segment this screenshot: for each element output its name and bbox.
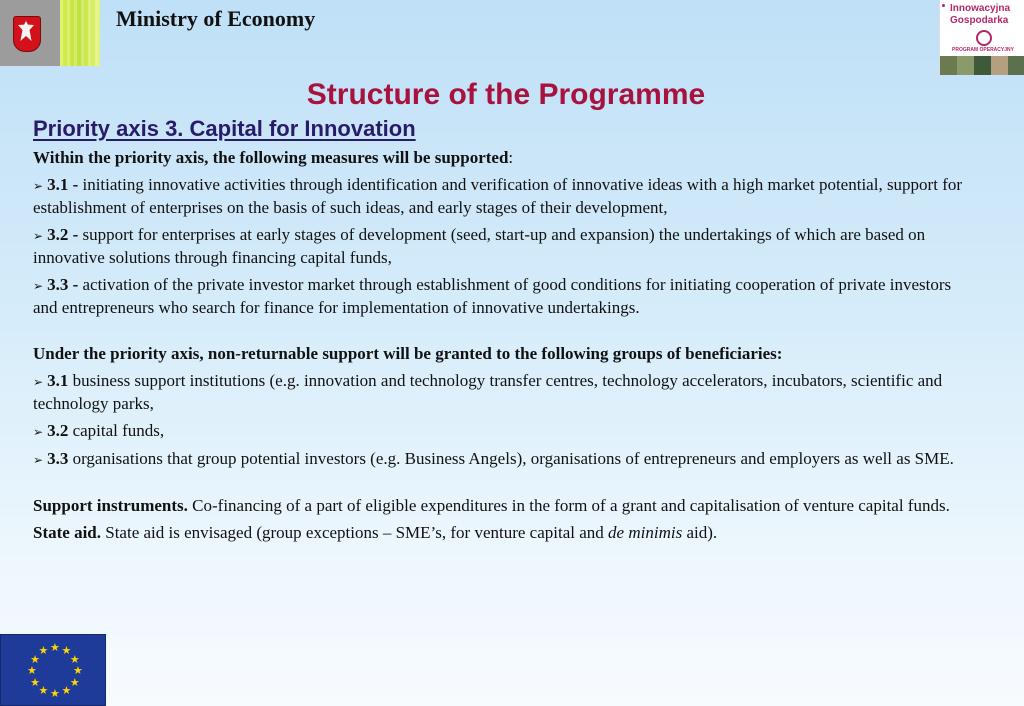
slide-content	[33, 147, 978, 549]
header-strip	[0, 0, 100, 66]
eu-flag-icon	[0, 634, 106, 706]
eu-star-icon: ★	[61, 684, 72, 697]
logo-symbol-icon	[976, 30, 992, 46]
slide-subtitle: Priority axis 3. Capital for Innovation	[33, 116, 416, 141]
measure-item: ➢ 3.1 - initiating innovative activities through identification and verification of innovative ideas with a high market potential, support for establishment of enterprises on the basis of such ideas, and early stages of their development,	[33, 175, 963, 217]
eu-star-icon: ★	[61, 645, 72, 658]
eu-star-icon: ★	[69, 653, 80, 666]
eu-star-icon: ★	[38, 645, 49, 658]
bullet-arrow-icon: ➢	[33, 279, 44, 293]
eu-star-icon: ★	[38, 684, 49, 697]
bullet-arrow-icon: ➢	[33, 179, 44, 193]
eu-star-icon: ★	[50, 642, 60, 654]
support-instruments: Support instruments. Co-financing of a part of eligible expenditures in the form of a grant and capitalisation of venture capital funds.	[33, 496, 950, 515]
intro-line: Within the priority axis, the following measures will be supported:	[33, 148, 514, 167]
measure-item: ➢ 3.2 - support for enterprises at early stages of development (seed, start-up and expansion) the undertakings of which are based on innovative solutions through financing capital funds,	[33, 225, 926, 267]
state-aid: State aid. State aid is envisaged (group exceptions – SME’s, for venture capital and de minimis aid).	[33, 523, 718, 542]
slide-title: Structure of the Programme	[306, 78, 706, 111]
beneficiary-item: ➢ 3.2 capital funds,	[33, 421, 165, 440]
beneficiaries-heading: Under the priority axis, non-returnable support will be granted to the following groups of beneficiaries:	[33, 344, 783, 363]
innowacyjna-gospodarka-logo: Innowacyjna Gospodarka PROGRAM OPERACYJNY	[939, 0, 1024, 75]
green-decorative-bar	[60, 0, 100, 66]
polish-emblem-icon	[0, 0, 60, 66]
logo-photo-strip	[940, 56, 1024, 75]
eu-star-icon: ★	[50, 688, 60, 700]
eu-star-icon: ★	[30, 653, 40, 666]
beneficiary-item: ➢ 3.3 organisations that group potential investors (e.g. Business Angels), organisations of entrepreneurs and employers as well as SME.	[33, 449, 954, 468]
measure-item: ➢ 3.3 - activation of the private investor market through establishment of good conditions for initiating cooperation of private investors and entrepreneurs who search for finance for implementation of innovative undertakings.	[33, 275, 952, 317]
eu-star-icon: ★	[69, 676, 80, 689]
beneficiary-item: ➢ 3.1 business support institutions (e.g. innovation and technology transfer centres, technology accelerators, incubators, scientific and technology parks,	[33, 371, 943, 413]
ministry-name: Ministry of Economy	[116, 6, 316, 31]
eu-star-icon: ★	[30, 676, 40, 689]
bullet-arrow-icon: ➢	[33, 425, 44, 439]
bullet-arrow-icon: ➢	[33, 453, 44, 467]
bullet-arrow-icon: ➢	[33, 229, 44, 243]
bullet-arrow-icon: ➢	[33, 375, 44, 389]
eu-star-icon: ★	[73, 665, 83, 677]
eu-star-icon: ★	[27, 665, 37, 677]
